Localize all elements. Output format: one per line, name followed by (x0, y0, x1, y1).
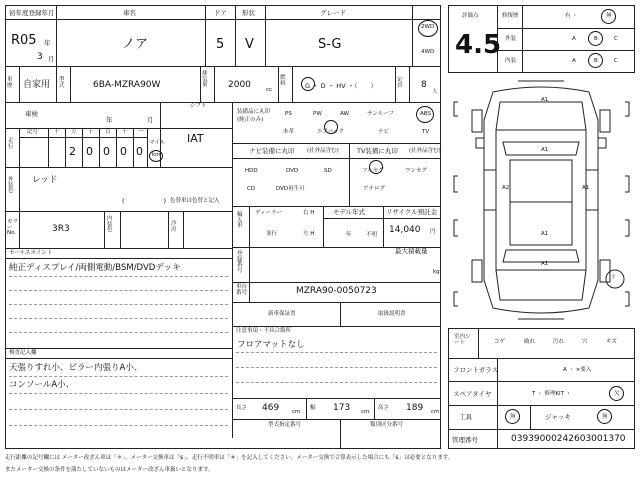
repair-value: 無 (606, 13, 612, 19)
car-name-label: 車名 (123, 9, 136, 17)
notes-label: 注意事項・不具合箇所 (236, 328, 292, 334)
int-opt-c: C (614, 58, 618, 64)
model: 6BA-MZRA90W (93, 80, 161, 90)
shape: V (245, 37, 254, 52)
max-load-label: 最大積載量 (395, 247, 428, 255)
sales-point-text: 純正ディスプレイ/両側電動/BSM/DVDデッキ (9, 263, 181, 273)
width-label: 幅 (310, 405, 316, 411)
digit-head-5: 十 (122, 129, 128, 135)
drive-2wd: 2WD (421, 24, 435, 30)
type-no-label: 型式指定番号 (268, 422, 302, 428)
usage: 自家用 (23, 80, 51, 90)
diag-label-a1-rear: A1 (541, 231, 549, 237)
grade: S-G (318, 37, 342, 52)
inspection-month: 月 (147, 116, 154, 124)
width-value: 173 (333, 403, 351, 413)
import-parallel: 並行 (266, 231, 278, 237)
reg-no-label: 登録番号 (237, 251, 243, 274)
drive-4wd: 4WD (421, 49, 435, 55)
import-right: 右 H (303, 210, 315, 216)
footer-line1: 走行距離の記号欄には メーター改ざん車は「＊」、メーター交換車は「$」、走行不明車は「＃」を記入してください。メーター交換で合算表示した場合にも「$」は必要となります。 (5, 455, 454, 461)
seat-kizu: キズ (606, 339, 617, 345)
shift-label: シフト (190, 103, 207, 109)
exterior-note: 色替車は色替と記入 (170, 198, 220, 204)
sales-point-label: セールスポイント (9, 250, 53, 256)
chassis-value: MZRA90-0050723 (296, 286, 377, 296)
seat-yabure: 破れ (524, 339, 536, 345)
reg-month: 3 (37, 52, 43, 62)
recycle-yen: 円 (430, 229, 436, 235)
navi-hdd: HDD (245, 168, 258, 174)
front-glass-label: フロントガラス (453, 366, 499, 374)
color-no: 3R3 (52, 224, 70, 234)
diag-mark: ｸ (612, 275, 615, 281)
import-left: 左 H (303, 231, 315, 237)
model-year-label: モデル年式 (333, 208, 366, 216)
ext-b-circle (588, 31, 603, 46)
model-year-unknown: 不明 (366, 232, 378, 238)
navi-cd: CD (247, 186, 256, 192)
spare-tire-value: 欠 (614, 391, 620, 397)
height-value: 189 (406, 403, 424, 413)
tv-sub: (社外品含む) (409, 148, 441, 154)
digit-head-6: 一 (138, 129, 144, 135)
exterior-label: 外装色 (8, 177, 14, 194)
displacement-label: 排気量 (202, 71, 208, 88)
recycle-value: 14,040 (389, 225, 421, 235)
rating-label: 評価点 (462, 13, 479, 19)
int-b-circle (588, 53, 603, 68)
digit-head-1: 十 (54, 129, 60, 135)
length-value: 469 (262, 403, 280, 413)
model-year-unit: 年 (346, 232, 352, 238)
seat-koge: コゲ (494, 339, 506, 345)
unit-mile: マイル (149, 140, 166, 146)
jack-circle (597, 409, 612, 424)
fullseg-circle (369, 160, 383, 174)
equipment-sub: (純正のみ) (237, 117, 264, 123)
front-glass-options: A ・ ×要入 (563, 367, 592, 373)
color-no-label: カラーNo. (7, 219, 19, 236)
inspection-year: 年 (106, 116, 113, 124)
ext-opt-c: C (614, 36, 618, 42)
interior-rating-label: 内装 (505, 58, 517, 64)
digit-head-0: 記号 (27, 129, 39, 135)
class-no-label: 類別区分番号 (370, 422, 404, 428)
equip-aw: AW (340, 111, 349, 117)
mgmt-value: 03939000242603001370 (511, 434, 626, 444)
tv-oneseg: ワンセグ (405, 168, 428, 174)
equip-pw: PW (313, 111, 322, 117)
tools-label: 工具 (459, 413, 472, 421)
seat-ana: 穴 (582, 339, 588, 345)
equip-leather: 本革 (283, 129, 295, 135)
diag-label-a1-top: A1 (541, 97, 549, 103)
manual-label: 取扱説明書 (378, 311, 406, 317)
equip-navi: ナビ (378, 129, 390, 135)
fuel-circle (301, 77, 315, 91)
digit-1: 0 (86, 145, 93, 158)
jack-value: 無 (602, 414, 608, 420)
inspector-label: 検査記入欄 (9, 350, 37, 356)
digit-head-4: 百 (105, 129, 111, 135)
spare-tire-label: スペアタイヤ (453, 390, 492, 398)
model-label: 型式 (59, 77, 65, 89)
diag-label-a1-bottom: A1 (541, 261, 549, 267)
ext-opt-b: B (594, 36, 598, 42)
warranty-label: 新車保証書 (268, 311, 296, 317)
exterior-rating-label: 外装 (505, 36, 517, 42)
length-label: 長さ (236, 405, 248, 411)
repair-label: 修復歴 (502, 13, 519, 19)
equip-tv: TV (422, 129, 430, 135)
seat-yogore: 汚れ (553, 339, 565, 345)
digit-0: 2 (69, 145, 76, 158)
jack-label: ジャッキ (545, 413, 571, 421)
chassis-label: 車台番号 (236, 284, 248, 296)
navi-sd: SD (324, 168, 332, 174)
ext-opt-a: A (572, 36, 576, 42)
repair-circle (601, 9, 616, 24)
recycle-label: リサイクル預託金 (386, 208, 438, 216)
import-dealer: ディーラー (255, 210, 283, 216)
abs-circle (416, 106, 434, 123)
tv-analog: アナログ (363, 186, 386, 192)
tools-circle (505, 409, 520, 424)
navi-label: ナビ装備に丸印 (249, 147, 295, 155)
width-cm: cm (361, 409, 370, 415)
int-opt-b: B (594, 58, 598, 64)
capacity-label: 定員 (397, 77, 403, 89)
mgmt-label: 管理番号 (452, 436, 478, 444)
displacement: 2000 (228, 80, 251, 90)
doors-label: ドア (214, 9, 227, 17)
airbag-circle (324, 120, 338, 134)
interior-color-label: 内装色 (107, 216, 113, 233)
spare-tire-options: T ・ 修理KIT ・ (532, 391, 572, 397)
cc-unit: cc (266, 87, 273, 93)
navi-dvd: DVD (286, 168, 299, 174)
equipment-label: 装備品に丸印 (237, 109, 271, 115)
rating-value: 4.5 (455, 30, 502, 60)
height-cm: cm (431, 409, 440, 415)
month-unit: 月 (48, 55, 55, 63)
inspector-line2: コンソールA小、 (9, 380, 75, 390)
car-diagram (448, 80, 635, 320)
fuel-label: 燃料 (280, 75, 286, 87)
reg-year-label: 初年度登録年月 (9, 9, 55, 17)
year-unit: 年 (44, 39, 51, 47)
navi-sub: (社外品含む) (307, 148, 339, 154)
diag-label-a2: A2 (502, 185, 510, 191)
digit-head-3: 千 (88, 129, 94, 135)
inspection-label: 車検 (25, 110, 38, 118)
digit-4: 0 (136, 145, 143, 158)
tools-value: 無 (510, 414, 516, 420)
capacity-unit: 人 (432, 89, 438, 95)
int-opt-a: A (572, 58, 576, 64)
tv-fullseg: フルセグ (362, 168, 384, 174)
fuel-options: G ・ D ・ HV ・（ ） (305, 82, 377, 90)
equip-airbag: エアバック (317, 129, 345, 135)
spare-tire-circle (609, 386, 624, 401)
shape-label: 形状 (242, 9, 255, 17)
cooler-label: 冷房 (171, 221, 177, 233)
condition-box (448, 328, 635, 449)
grade-label: グレード (320, 9, 346, 17)
footer-line2: またメーター交換の条件を満たしていないものはメーター改ざん車扱いとなります。 (5, 467, 214, 473)
unit-km: km (152, 152, 161, 158)
shift: IAT (187, 132, 204, 145)
car-name: ノア (122, 37, 149, 52)
max-load-kg: kg (433, 269, 440, 275)
reg-year: R05 (11, 33, 37, 48)
seat-label: 室内シート (454, 334, 471, 346)
usage-label: 車歴 (7, 77, 13, 89)
digit-head-2: 万 (71, 129, 77, 135)
mileage-label: 走行 (8, 138, 14, 150)
equip-sunroof: サンルーフ (367, 111, 394, 117)
notes-text: フロアマットなし (237, 340, 305, 350)
tv-label: TV装備に丸印 (357, 147, 398, 155)
import-label: 輸入車 (237, 212, 243, 229)
digit-3: 0 (120, 145, 127, 158)
capacity: 8 (421, 80, 427, 90)
height-label: 高さ (378, 405, 390, 411)
exterior-color: レッド (32, 175, 58, 185)
equip-abs: ABS (420, 111, 431, 117)
inspector-line1: 天張りすれ小、ピラー内張りA小、 (9, 363, 143, 373)
diag-label-a1-right: A1 (582, 185, 590, 191)
digit-2: 0 (103, 145, 110, 158)
navi-dvd-play: DVD再生可 (276, 186, 305, 192)
exterior-paren: ( ) (122, 197, 167, 205)
repair-options: 有 ・ (565, 13, 578, 19)
length-cm: cm (292, 409, 301, 415)
diag-label-a1-mid: A1 (541, 147, 549, 153)
equip-ps: PS (285, 111, 292, 117)
doors: 5 (216, 37, 225, 52)
